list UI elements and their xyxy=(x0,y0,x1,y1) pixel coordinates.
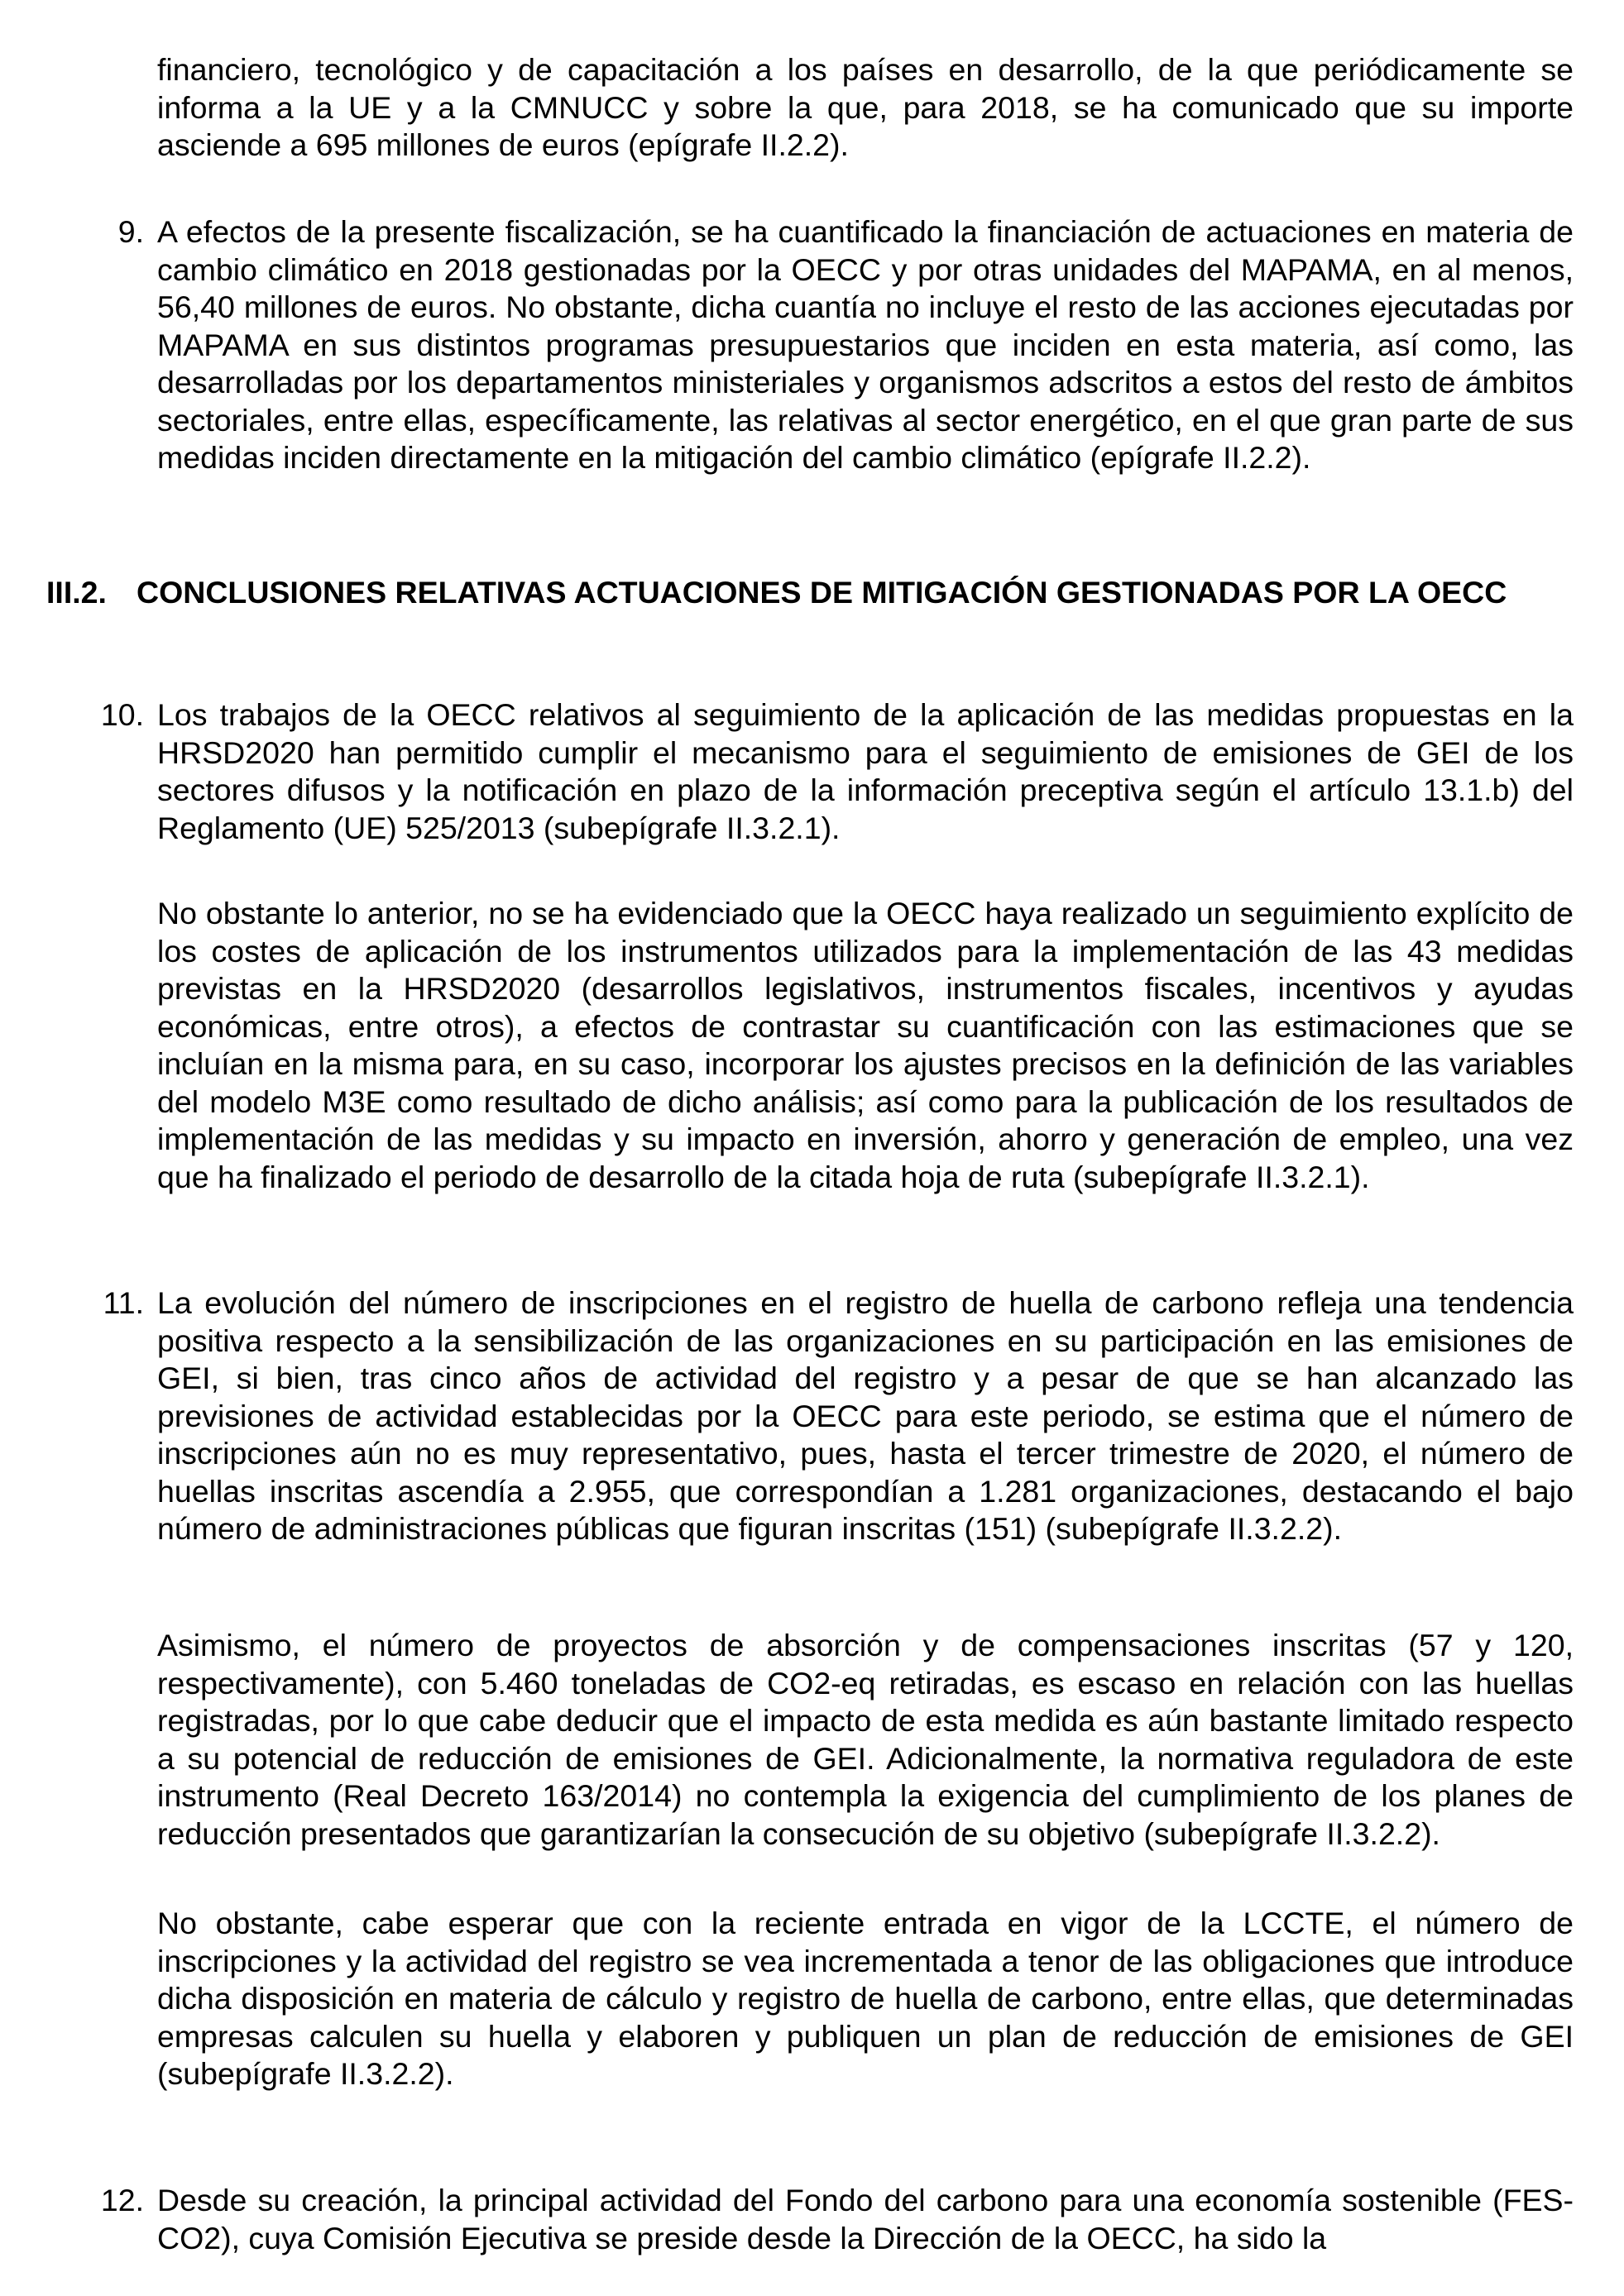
section-number: III.2. xyxy=(46,575,107,610)
item-number-10: 10. xyxy=(100,697,144,732)
item-11-paragraph-2: Asimismo, el número de proyectos de absorción y de compensaciones inscritas (57 y 120, respectivamente), con 5.460 toneladas de CO2-eq retiradas, es escaso en relación con las huellas registradas, por lo que cabe deducir que el impacto de esta medida es aún bastante limitado respecto a su potencial de reducción de emisiones de GEI. Adicionalmente, la normativa reguladora de este instrumento (Real Decreto 163/2014) no contempla la exigencia del cumplimiento de los planes de reducción presentados que garantizarían la consecución de su objetivo (subepígrafe II.3.2.2). xyxy=(157,1628,1574,1851)
continuation-paragraph: financiero, tecnológico y de capacitación a los países en desarrollo, de la que periódicamente se informa a la UE y a la CMNUCC y sobre la que, para 2018, se ha comunicado que su importe asciende a 695 millones de euros (epígrafe II.2.2). xyxy=(157,52,1574,162)
item-10-paragraph-2: No obstante lo anterior, no se ha evidenciado que la OECC haya realizado un seguimiento explícito de los costes de aplicación de los instrumentos utilizados para la implementación de las 43 medidas previstas en la HRSD2020 (desarrollos legislativos, instrumentos fiscales, incentivos y ayudas económicas, entre otros), a efectos de contrastar su cuantificación con las estimaciones que se incluían en la misma para, en su caso, incorporar los ajustes precisos en la definición de las variables del modelo M3E como resultado de dicho análisis; así como para la publicación de los resultados de implementación de las medidas y su impacto en inversión, ahorro y generación de empleo, una vez que ha finalizado el periodo de desarrollo de la citada hoja de ruta (subepígrafe II.3.2.1). xyxy=(157,896,1574,1194)
item-11-paragraph-1: La evolución del número de inscripciones en el registro de huella de carbono refleja una tendencia positiva respecto a la sensibilización de las organizaciones en su participación en las emisiones de GEI, si bien, tras cinco años de actividad del registro y a pesar de que se han alcanzado las previsiones de actividad establecidas por la OECC para este periodo, se estima que el número de inscripciones aún no es muy representativo, pues, hasta el tercer trimestre de 2020, el número de huellas inscritas ascendía a 2.955, que correspondían a 1.281 organizaciones, destacando el bajo número de administraciones públicas que figuran inscritas (151) (subepígrafe II.3.2.2). xyxy=(157,1285,1574,1546)
item-number-12: 12. xyxy=(100,2183,144,2217)
item-number-9: 9. xyxy=(117,214,144,249)
item-9-paragraph-1: A efectos de la presente fiscalización, se ha cuantificado la financiación de actuaciones en materia de cambio climático en 2018 gestionadas por la OECC y por otras unidades del MAPAMA, en al menos, 56,40 millones de euros. No obstante, dicha cuantía no incluye el resto de las acciones ejecutadas por MAPAMA en sus distintos programas presupuestarios que inciden en esta materia, así como, las desarrolladas por los departamentos ministeriales y organismos adscritos a estos del resto de ámbitos sectoriales, entre ellas, específicamente, las relativas al sector energético, en el que gran parte de sus medidas inciden directamente en la mitigación del cambio climático (epígrafe II.2.2). xyxy=(157,214,1574,475)
item-number-11: 11. xyxy=(103,1285,144,1320)
section-title: CONCLUSIONES RELATIVAS ACTUACIONES DE MITIGACIÓN GESTIONADAS POR LA OECC xyxy=(137,575,1507,610)
item-10-paragraph-1: Los trabajos de la OECC relativos al seguimiento de la aplicación de las medidas propuestas en la HRSD2020 han permitido cumplir el mecanismo para el seguimiento de emisiones de GEI de los sectores difusos y la notificación en plazo de la información preceptiva según el artículo 13.1.b) del Reglamento (UE) 525/2013 (subepígrafe II.3.2.1). xyxy=(157,697,1574,845)
item-12-paragraph-1: Desde su creación, la principal actividad del Fondo del carbono para una economía sostenible (FES-CO2), cuya Comisión Ejecutiva se preside desde la Dirección de la OECC, ha sido la xyxy=(157,2183,1574,2255)
item-11-paragraph-3: No obstante, cabe esperar que con la reciente entrada en vigor de la LCCTE, el número de inscripciones y la actividad del registro se vea incrementada a tenor de las obligaciones que introduce dicha disposición en materia de cálculo y registro de huella de carbono, entre ellas, que determinadas empresas calculen su huella y elaboren y publiquen un plan de reducción de emisiones de GEI (subepígrafe II.3.2.2). xyxy=(157,1906,1574,2091)
